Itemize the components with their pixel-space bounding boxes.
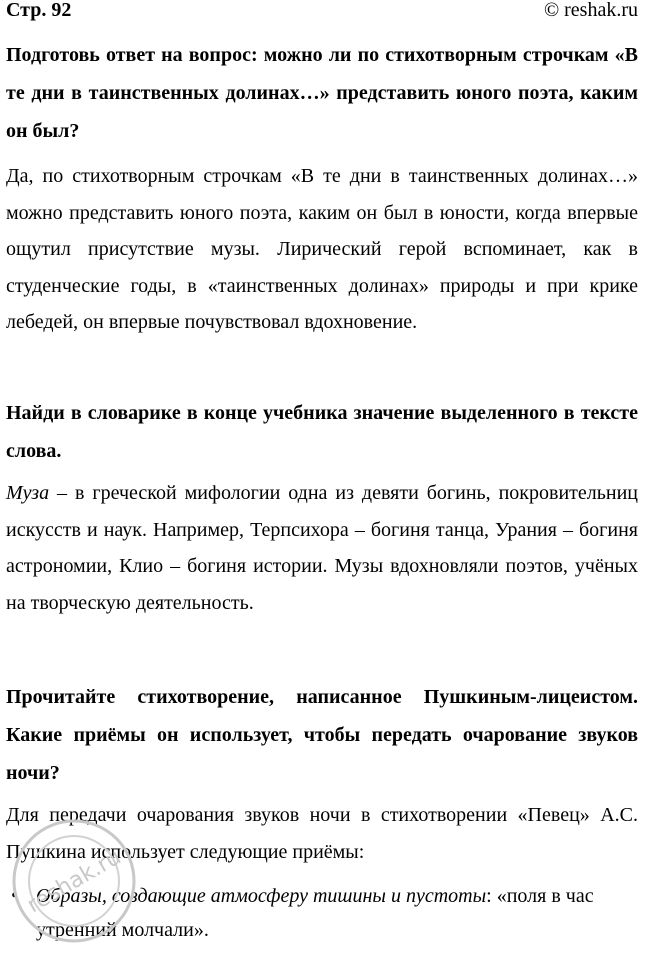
site-credit: © reshak.ru [543,0,638,21]
list-item [36,879,638,947]
term-definition: – в греческой мифологии одна из девяти богинь, покровительниц искусств и наук. Например, Терпсихора – богиня танца, Урания – богиня астрономии, Клио – богиня истории. Музы вдохновляли поэтов, учёных на творческую деятельность. [6,482,638,614]
page-number: Стр. 92 [6,0,72,21]
answer-2 [6,475,638,621]
question-1: Подготовь ответ на вопрос: можно ли по стихотворным строчкам «В те дни в таинственных долинах…» представить юного поэта, каким он был? [6,44,638,142]
list-item-text: : «поля в час утренний молчали». [36,885,594,941]
answer-1: Да, по стихотворным строчкам «В те дни в таинственных долинах…» можно представить юного поэта, каким он был в юности, когда впервые ощутил присутствие музы. Лирический герой вспоминает, как в студенческие годы, в «таинственных долинах» природы и при крике лебедей, он впервые почувствовал вдохновение. [6,165,638,333]
question-2: Найди в словарике в конце учебника значение выделенного в тексте слова. [6,402,638,462]
answer-3-intro: Для передачи очарования звуков ночи в стихотворении «Певец» А.С. Пушкина использует следующие приёмы: [6,804,638,863]
list-item-label: Образы, создающие атмосферу тишины и пустоты [36,885,487,907]
techniques-list [6,879,638,947]
question-3: Прочитайте стихотворение, написанное Пушкиным-лицеистом. Какие приёмы он использует, чтобы передать очарование звуков ночи? [6,686,638,784]
page-header [6,0,638,24]
watermark-text: reshak.ru [23,844,126,919]
term-muse: Муза [6,482,50,504]
